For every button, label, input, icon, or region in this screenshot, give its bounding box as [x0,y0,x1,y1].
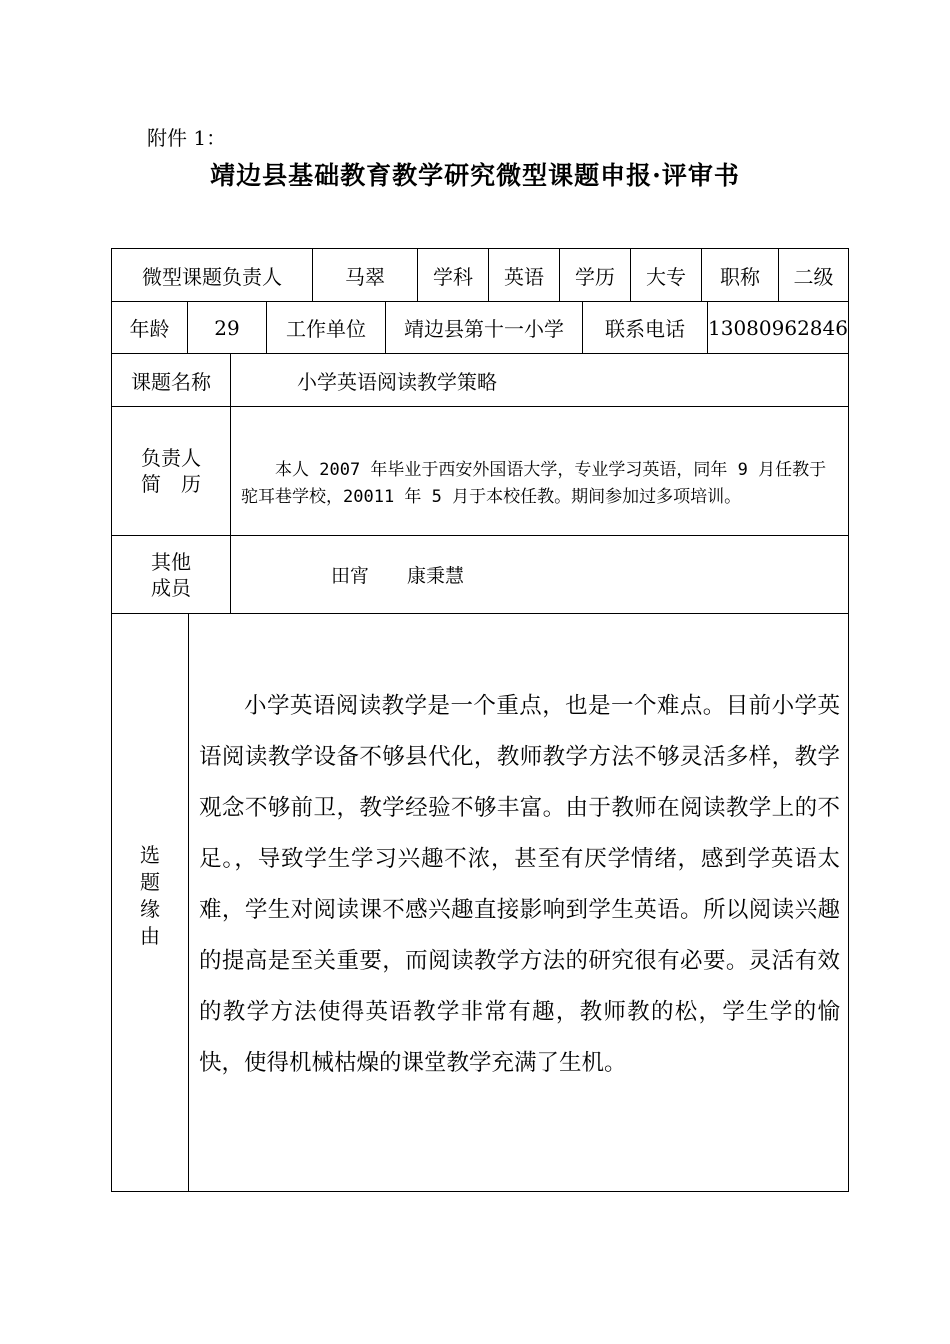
phone-label: 联系电话 [583,302,708,353]
document-title: 靖边县基础教育教学研究微型课题申报·评审书 [210,161,740,190]
members-value: 田宵 康秉慧 [331,565,465,587]
reason-label-char-2: 题 [140,869,160,894]
attachment-label: 附件 1： [147,126,227,150]
row-resume [112,407,848,536]
reason-label-char-3: 缘 [140,896,160,921]
reason-text: 小学英语阅读教学是一个重点，也是一个难点。目前小学英语阅读教学设备不够县代化，教师教学方法不够灵活多样，教学观念不够前卫，教学经验不够丰富。由于教师在阅读教学上的不足。，导致学生学习兴趣不浓，甚至有厌学情绪，感到学英语太难，学生对阅读课不感兴趣直接影响到学生英语。所以阅读兴趣的提高是至关重要，而阅读教学方法的研究很有必要。灵活有效的教学方法使得英语教学非常有趣，教师教的松，学生学的愉快，使得机械枯燥的课堂教学充满了生机。 [199,693,840,1076]
resume-label-line1: 负责人 [141,446,201,470]
age-label: 年龄 [112,302,188,353]
row-reason [112,614,848,1191]
unit-label: 工作单位 [267,302,386,353]
members-label [112,536,231,613]
rank-label: 职称 [702,249,779,301]
resume-cell [231,407,848,535]
row-leader-info [112,249,848,302]
row-topic [112,354,848,407]
reason-label-char-1: 选 [140,842,160,867]
subject-label: 学科 [418,249,489,301]
unit-value: 靖边县第十一小学 [386,302,583,353]
members-label-line1: 其他 [151,549,191,574]
phone-value: 13080962846 [708,315,848,340]
age-value: 29 [188,302,267,353]
rank-value: 二级 [793,264,834,289]
row-age-unit-phone [112,302,848,354]
topic-label: 课题名称 [112,354,231,406]
leader-label: 微型课题负责人 [112,249,313,301]
resume-label-line2: 简 历 [141,472,201,496]
education-label: 学历 [560,249,631,301]
application-form-table [111,248,849,1192]
topic-value: 小学英语阅读教学策略 [297,369,497,394]
leader-value: 马翠 [313,249,418,301]
members-label-line2: 成员 [151,575,191,600]
reason-label [112,614,189,1191]
reason-label-char-4: 由 [140,923,160,948]
row-members [112,536,848,614]
resume-label [112,407,231,535]
education-value: 大专 [631,249,702,301]
resume-text: 本人 2007 年毕业于西安外国语大学，专业学习英语，同年 9 月任教于驼耳巷学校，20011 年 5 月于本校任教。期间参加过多项培训。 [241,460,827,507]
reason-cell [189,614,848,1191]
subject-value: 英语 [489,249,560,301]
